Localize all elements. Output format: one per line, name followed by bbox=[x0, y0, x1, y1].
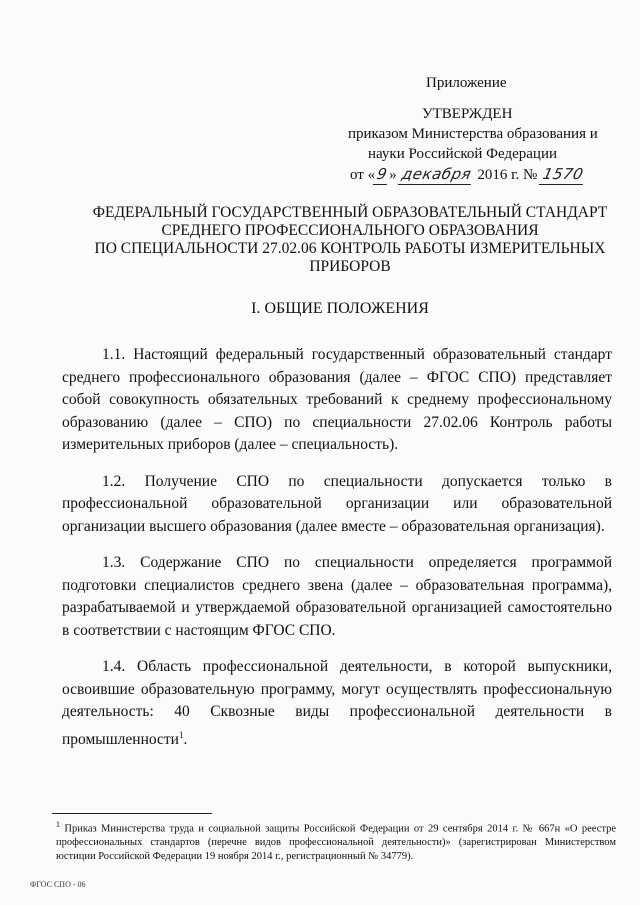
date-mid: » bbox=[389, 167, 397, 183]
footnote bbox=[56, 818, 616, 863]
paragraph-1-1: 1.1. Настоящий федеральный государственный образовательный стандарт среднего профессионального образования (далее – ФГОС СПО) представляет собой совокупность обязательных требований к среднему профессиональному образованию (далее – СПО) по специальности 27.02.06 Контроль работы измерительных приборов (далее – специальность). bbox=[62, 346, 612, 453]
handwritten-order-number: 1570 bbox=[539, 164, 588, 185]
footnote-separator bbox=[52, 813, 212, 814]
approval-block bbox=[346, 68, 626, 185]
paragraph-1-3: 1.3. Содержание СПО по специальности определяется программой подготовки специалистов среднего звена (далее – образовательная программа), разрабатываемой и утверждаемой образовательной организацией самостоятельно в соответствии с настоящим ФГОС СПО. bbox=[62, 554, 612, 639]
footnote-reference: 1 bbox=[178, 729, 184, 740]
footnote-text: Приказ Министерства труда и социальной защиты Российской Федерации от 29 сентября 2014 г. № 667н «О реестре профессиональных стандартов (перечне видов профессиональной деятельности)» (зарегистрирован Министерством юстиции Российской Федерации 19 ноября 2014 г., регистрационный № 34779). bbox=[56, 823, 617, 862]
page-footer: ФГОС СПО - 06 bbox=[30, 880, 86, 889]
order-line-1: приказом Министерства образования и bbox=[348, 126, 598, 142]
paragraph-1-2: 1.2. Получение СПО по специальности допускается только в профессиональной образовательной организации или образовательной организации высшего образования (далее вместе – образовательная организация). bbox=[62, 472, 612, 535]
body-text bbox=[62, 344, 612, 765]
appendix-label: Приложение bbox=[426, 75, 507, 91]
title-line-3: ПО СПЕЦИАЛЬНОСТИ 27.02.06 КОНТРОЛЬ РАБОТЫ ИЗМЕРИТЕЛЬНЫХ bbox=[94, 240, 606, 257]
handwritten-day: 9 bbox=[373, 164, 392, 185]
date-prefix: от « bbox=[350, 167, 376, 183]
paragraph-1-4-text: 1.4. Область профессиональной деятельности, в которой выпускники, освоившие образовательную программу, могут осуществлять профессиональную деятельность: 40 Сквозные виды профессиональной деятельности в промышленности bbox=[62, 658, 612, 748]
handwritten-month: декабря bbox=[398, 164, 476, 185]
date-year: 2016 г. № bbox=[477, 167, 538, 183]
title-line-1: ФЕДЕРАЛЬНЫЙ ГОСУДАРСТВЕННЫЙ ОБРАЗОВАТЕЛЬНЫЙ СТАНДАРТ bbox=[92, 204, 608, 221]
section-heading: I. ОБЩИЕ ПОЛОЖЕНИЯ bbox=[251, 300, 429, 317]
order-date-line bbox=[346, 164, 626, 185]
approved-label: УТВЕРЖДЕН bbox=[422, 106, 513, 122]
title-line-2: СРЕДНЕГО ПРОФЕССИОНАЛЬНОГО ОБРАЗОВАНИЯ bbox=[161, 222, 539, 239]
paragraph-1-4: 1.4. Область профессиональной деятельности, в которой выпускники, освоившие образовательную программу, могут осуществлять профессиональную деятельность: 40 Сквозные виды профессиональной деятельности в промышленности$^1$. bbox=[62, 658, 612, 748]
title-line-4: ПРИБОРОВ bbox=[309, 258, 391, 275]
footnote-marker: 1 bbox=[56, 820, 60, 829]
document-title bbox=[70, 204, 630, 276]
order-line-2: науки Российской Федерации bbox=[368, 146, 558, 162]
